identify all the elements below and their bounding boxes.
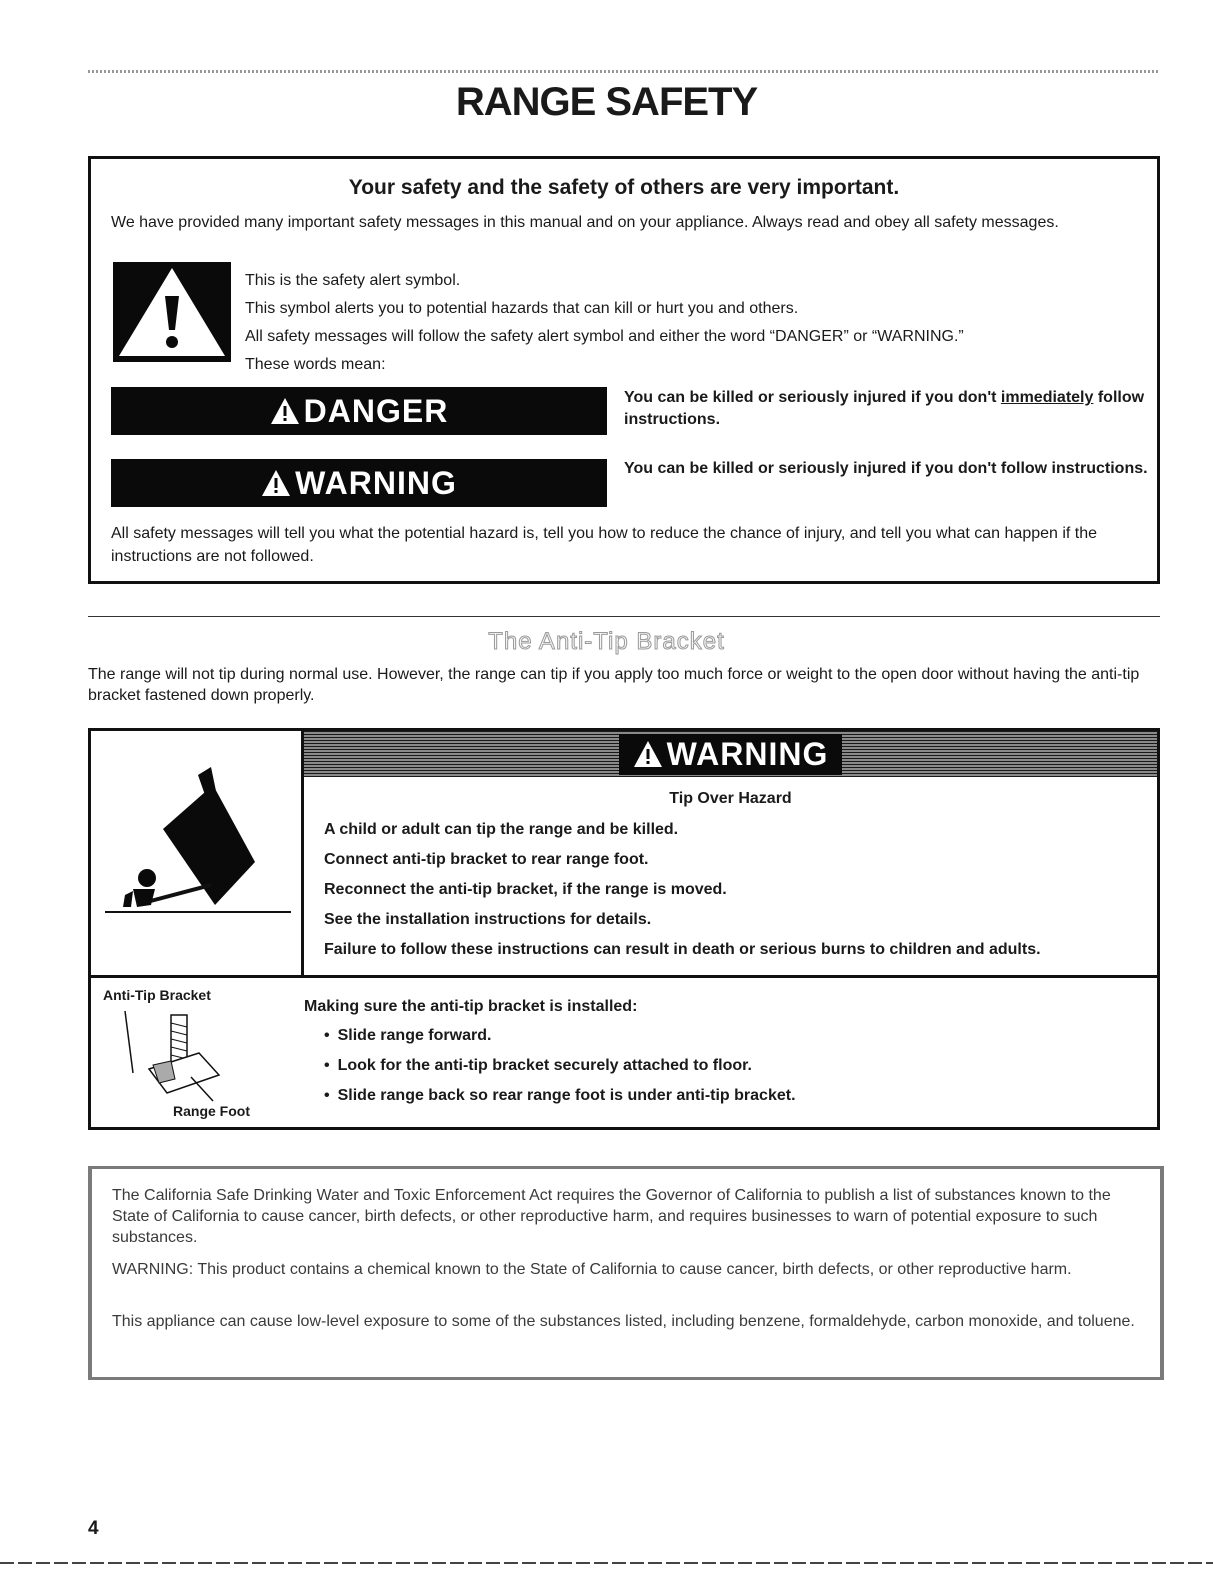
warning-banner	[304, 731, 1157, 777]
hazard-instructions	[324, 819, 1041, 969]
california-prop65-box	[88, 1166, 1164, 1380]
anti-tip-bracket-illustration	[119, 1003, 269, 1108]
alert-line: This is the safety alert symbol.	[245, 272, 461, 289]
prop65-paragraph: This appliance can cause low-level exposure to some of the substances listed, including benzene, formaldehyde, carbon monoxide, and toluene.	[112, 1313, 1135, 1330]
warning-banner-label: WARNING	[666, 735, 829, 772]
list-item: • Slide range forward.	[324, 1025, 796, 1046]
installation-check-list	[324, 1025, 796, 1115]
list-item: • Look for the anti-tip bracket securely attached to floor.	[324, 1055, 796, 1076]
alert-triangle-icon	[270, 397, 300, 425]
alert-line: All safety messages will follow the safety alert symbol and either the word “DANGER” or “WARNING.”	[245, 328, 964, 345]
alert-symbol-explanation	[245, 269, 964, 381]
page-number: 4	[88, 1518, 99, 1539]
warning-signal-bar	[111, 459, 607, 507]
anti-tip-heading: The Anti-Tip Bracket	[488, 628, 725, 655]
alert-triangle-icon	[633, 740, 663, 768]
safety-alert-icon	[113, 262, 231, 362]
hazard-line: See the installation instructions for details.	[324, 911, 652, 928]
warning-description: You can be killed or seriously injured if you don't follow instructions.	[624, 460, 1148, 477]
warning-banner-label-box	[619, 734, 843, 775]
bottom-rule	[0, 1562, 1213, 1564]
warning-label: WARNING	[295, 464, 457, 501]
prop65-paragraph: WARNING: This product contains a chemical known to the State of California to cause cancer, birth defects, or other reproductive harm.	[112, 1261, 1072, 1278]
list-item: • Slide range back so rear range foot is under anti-tip bracket.	[324, 1085, 796, 1106]
hazard-line: A child or adult can tip the range and be killed.	[324, 821, 679, 838]
danger-text-end: follow instructions.	[624, 389, 1145, 428]
hazard-line: Reconnect the anti-tip bracket, if the range is moved.	[324, 881, 727, 898]
top-dotted-rule	[88, 70, 1160, 73]
alert-line: These words mean:	[245, 356, 386, 373]
box-divider	[91, 975, 1157, 978]
danger-signal-bar	[111, 387, 607, 435]
alert-triangle-icon	[261, 469, 291, 497]
page-title: RANGE SAFETY	[455, 80, 758, 124]
danger-emphasis: immediately	[1000, 389, 1094, 406]
danger-text: You can be killed or seriously injured if you don't	[624, 389, 1001, 406]
hazard-line: Connect anti-tip bracket to rear range foot.	[324, 851, 649, 868]
tip-over-warning-box	[88, 728, 1160, 1130]
range-foot-label: Range Foot	[173, 1103, 250, 1119]
danger-label: DANGER	[303, 392, 449, 429]
making-sure-title: Making sure the anti-tip bracket is installed:	[304, 998, 638, 1015]
hazard-title: Tip Over Hazard	[669, 790, 792, 807]
hazard-line: Failure to follow these instructions can result in death or serious burns to children and adults.	[324, 941, 1041, 958]
safety-outro: All safety messages will tell you what the potential hazard is, tell you how to reduce the chance of injury, and tell you what can happen if the instructions are not followed.	[111, 525, 1098, 565]
prop65-paragraph: The California Safe Drinking Water and Toxic Enforcement Act requires the Governor of California to publish a list of substances known to the State of California to cause cancer, birth defects, or other reproductive harm, and requires businesses to warn of potential exposure to such substances.	[112, 1187, 1111, 1246]
safety-messages-box	[88, 156, 1160, 584]
anti-tip-body: The range will not tip during normal use. However, the range can tip if you apply too much force or weight to the open door without having the anti-tip bracket fastened down properly.	[88, 666, 1140, 704]
anti-tip-bracket-label: Anti-Tip Bracket	[103, 987, 211, 1003]
section-divider	[88, 616, 1160, 617]
danger-description	[624, 387, 1154, 431]
safety-intro: We have provided many important safety messages in this manual and on your appliance. Always read and obey all safety messages.	[111, 214, 1059, 231]
tipping-range-illustration	[103, 757, 293, 952]
alert-line: This symbol alerts you to potential hazards that can kill or hurt you and others.	[245, 300, 799, 317]
safety-heading: Your safety and the safety of others are very important.	[348, 176, 900, 199]
